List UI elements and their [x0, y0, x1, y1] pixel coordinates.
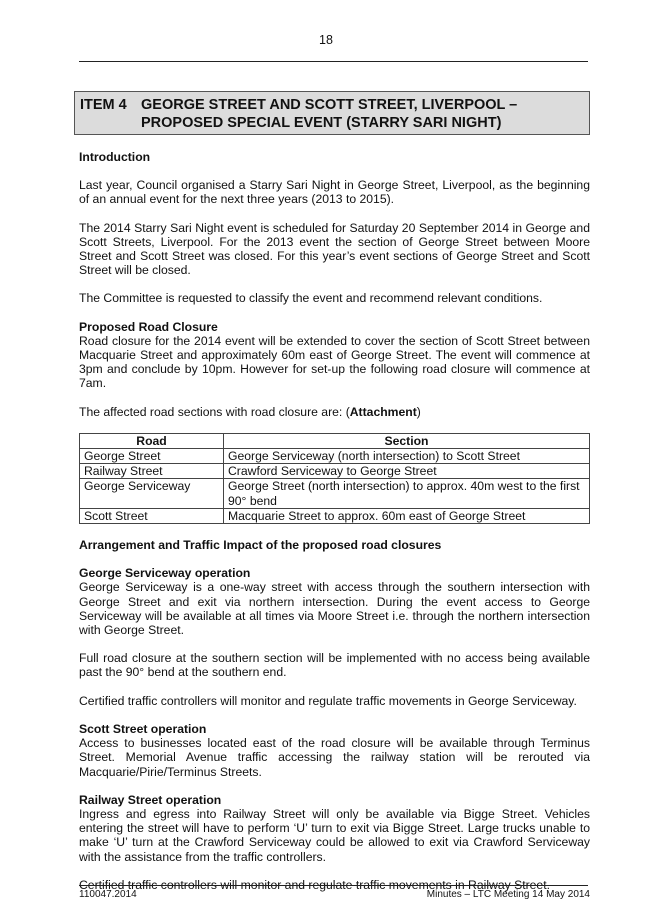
- george-serviceway-heading: George Serviceway operation: [79, 566, 251, 581]
- item-number: ITEM 4: [80, 97, 127, 113]
- table-cell-road: Railway Street: [80, 464, 224, 479]
- scott-street-heading: Scott Street operation: [79, 721, 207, 736]
- footer-rule: [79, 885, 588, 886]
- arrangement-heading: Arrangement and Traffic Impact of the proposed road closures: [79, 538, 442, 553]
- header-rule: [79, 61, 588, 62]
- table-row: [80, 508, 590, 523]
- table-row: [80, 479, 590, 508]
- table-cell-road: George Serviceway: [80, 479, 224, 508]
- road-closure-table: [79, 433, 590, 524]
- table-cell-road: Scott Street: [80, 508, 224, 523]
- railway-street-paragraph-1: Ingress and egress into Railway Street will only be available via Bigge Street. Vehicles entering the street will have to perform ‘U’ turn to exit via Bigge Street. Large trucks unable to make ‘U’ turn at the Crawford Serviceway could be allowed to exit via Crawford Serviceway with the assistance from the traffic controllers.: [79, 806, 590, 864]
- table-cell-section: Macquarie Street to approx. 60m east of George Street: [224, 508, 590, 523]
- railway-street-heading: Railway Street operation: [79, 792, 222, 807]
- introduction-paragraph-3: The Committee is requested to classify the event and recommend relevant conditions.: [79, 291, 543, 306]
- table-cell-section: George Serviceway (north intersection) to Scott Street: [224, 449, 590, 464]
- table-cell-section: George Street (north intersection) to approx. 40m west to the first 90° bend: [224, 479, 590, 508]
- road-closure-paragraph: Road closure for the 2014 event will be extended to cover the section of Scott Street between Macquarie Street and approximately 60m east of George Street. The event will commence at 3pm and conclude by 10pm. However for set-up the following road closure will commence at 7am.: [79, 333, 590, 391]
- george-serviceway-paragraph-3: Certified traffic controllers will monitor and regulate traffic movements in George Serviceway.: [79, 693, 577, 708]
- table-header-section: Section: [224, 433, 590, 448]
- table-row: [80, 449, 590, 464]
- road-closure-heading: Proposed Road Closure: [79, 319, 218, 334]
- footer-reference: 110047.2014: [79, 889, 137, 900]
- page-number: 18: [319, 33, 333, 47]
- item-title-line-2: PROPOSED SPECIAL EVENT (STARRY SARI NIGHT): [141, 115, 502, 131]
- attachment-reference: Attachment: [349, 404, 417, 419]
- scott-street-paragraph: Access to businesses located east of the road closure will be available through Terminus Street. Memorial Avenue traffic accessing the railway station will be rerouted via Macquarie/Pirie/Terminus Streets.: [79, 736, 590, 779]
- table-row: [80, 464, 590, 479]
- item-title: [141, 96, 581, 132]
- george-serviceway-paragraph-1: George Serviceway is a one-way street with access through the southern intersection with George Street and exit via northern intersection. During the event access to George Serviceway will be available at all times via Moore Street i.e. through the northern intersection with George Street.: [79, 580, 590, 638]
- introduction-heading: Introduction: [79, 150, 151, 164]
- table-cell-road: George Street: [80, 449, 224, 464]
- table-header-road: Road: [80, 433, 224, 448]
- introduction-paragraph-2: The 2014 Starry Sari Night event is scheduled for Saturday 20 September 2014 in George and Scott Streets, Liverpool. For the 2013 event the section of George Street between Moore Street and Scott Street was closed. For this year’s event sections of George Street and Scott Street will be closed.: [79, 220, 590, 278]
- document-body: [79, 150, 590, 906]
- table-cell-section: Crawford Serviceway to George Street: [224, 464, 590, 479]
- item-title-line-1: GEORGE STREET AND SCOTT STREET, LIVERPOOL –: [141, 97, 518, 113]
- table-header-row: [80, 433, 590, 448]
- railway-street-paragraph-2: Certified traffic controllers will monitor and regulate traffic movements in Railway Street.: [79, 877, 550, 892]
- introduction-paragraph-1: Last year, Council organised a Starry Sari Night in George Street, Liverpool, as the beginning of an annual event for the next three years (2013 to 2015).: [79, 178, 590, 207]
- affected-prefix: The affected road sections with road closure are: (: [79, 404, 350, 419]
- affected-sections-paragraph: [79, 405, 590, 419]
- footer-meeting: Minutes – LTC Meeting 14 May 2014: [426, 889, 590, 900]
- item-title-box: [74, 91, 590, 135]
- affected-suffix: ): [416, 404, 421, 419]
- george-serviceway-paragraph-2: Full road closure at the southern section will be implemented with no access being available past the 90° bend at the southern end.: [79, 651, 590, 680]
